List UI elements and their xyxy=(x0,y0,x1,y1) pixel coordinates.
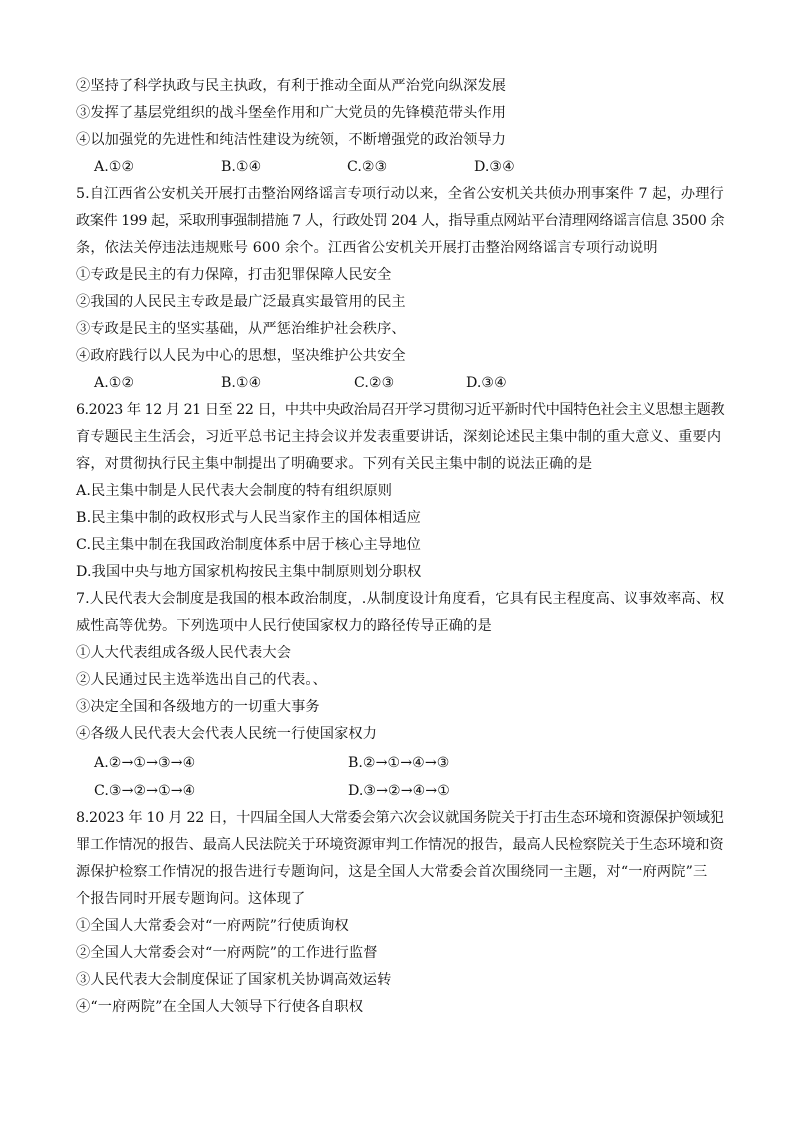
q8-stem-line-3: 源保护检察工作情况的报告进行专题询问，这是全国人大常委会首次围绕同一主题，对“一府两院”三 xyxy=(76,864,708,880)
q8-item-4: ④“一府两院”在全国人大领导下行使各自职权 xyxy=(76,999,364,1015)
q6-stem-line-2: 育专题民主生活会，习近平总书记主持会议并发表重要讲话，深刻论述民主集中制的重大意义、重要内 xyxy=(76,429,722,445)
q8-item-3: ③人民代表大会制度保证了国家机关协调高效运转 xyxy=(76,972,392,988)
q7-item-3: ③决定全国和各级地方的一切重大事务 xyxy=(76,699,320,715)
q4-options xyxy=(94,157,694,177)
q5-stem-line-3: 条，依法关停违法违规账号 600 余个。江西省公安机关开展打击整治网络谣言专项行动说明 xyxy=(76,240,658,256)
q7-stem-line-1: 7.人民代表大会制度是我国的根本政治制度，.从制度设计角度看，它具有民主程度高、议事效率高、权 xyxy=(76,591,725,607)
q8-item-2: ②全国人大常委会对“一府两院”的工作进行监督 xyxy=(76,945,378,961)
q5-option-b: B.①④ xyxy=(221,375,262,391)
q5-item-3: ③专政是民主的坚实基础，从严惩治维护社会秩序、 xyxy=(76,321,406,337)
q7-options-row-2 xyxy=(94,781,694,801)
q7-stem-line-2: 威性高等优势。下列选项中人民行使国家权力的路径传导正确的是 xyxy=(76,618,492,634)
q6-choice-b: B.民主集中制的政权形式与人民当家作主的国体相适应 xyxy=(76,510,421,526)
q7-option-d: D.③→②→④→① xyxy=(348,783,450,799)
q6-stem-line-1: 6.2023 年 12 月 21 日至 22 日，中共中央政治局召开学习贯彻习近平新时代中国特色社会主义思想主题教 xyxy=(76,402,725,418)
q5-option-c: C.②③ xyxy=(354,375,395,391)
q7-option-a: A.②→①→③→④ xyxy=(94,755,196,771)
q7-item-1: ①人大代表组成各级人民代表大会 xyxy=(76,645,292,661)
q6-choice-d: D.我国中央与地方国家机构按民主集中制原则划分职权 xyxy=(76,564,422,580)
q4-item-2: ②坚持了科学执政与民主执政，有利于推动全面从严治党向纵深发展 xyxy=(76,78,507,94)
q4-item-3: ③发挥了基层党组织的战斗堡垒作用和广大党员的先锋模范带头作用 xyxy=(76,105,507,121)
q5-options xyxy=(94,373,694,393)
q4-option-b: B.①④ xyxy=(221,159,262,175)
q5-stem-line-2: 政案件 199 起，采取刑事强制措施 7 人，行政处罚 204 人，指导重点网站平台清理网络谣言信息 3500 余 xyxy=(76,213,725,229)
q8-stem-line-1: 8.2023 年 10 月 22 日，十四届全国人大常委会第六次会议就国务院关于打击生态环境和资源保护领域犯 xyxy=(76,810,724,826)
q5-item-4: ④政府践行以人民为中心的思想，坚决维护公共安全 xyxy=(76,348,406,364)
q5-stem-line-1: 5.自江西省公安机关开展打击整治网络谣言专项行动以来，全省公安机关共侦办刑事案件 7 起，办理行 xyxy=(76,186,724,202)
q5-item-2: ②我国的人民民主专政是最广泛最真实最管用的民主 xyxy=(76,294,406,310)
q7-option-c: C.③→②→①→④ xyxy=(94,783,196,799)
q7-item-4: ④各级人民代表大会代表人民统一行使国家权力 xyxy=(76,726,378,742)
q4-option-a: A.①② xyxy=(94,159,135,175)
q4-item-4: ④以加强党的先进性和纯洁性建设为统领，不断增强党的政治领导力 xyxy=(76,132,507,148)
q5-option-d: D.③④ xyxy=(466,375,507,391)
q6-choice-c: C.民主集中制在我国政治制度体系中居于核心主导地位 xyxy=(76,537,421,553)
q6-stem-line-3: 容，对贯彻执行民主集中制提出了明确要求。下列有关民主集中制的说法正确的是 xyxy=(76,456,593,472)
q4-option-c: C.②③ xyxy=(347,159,388,175)
q4-option-d: D.③④ xyxy=(474,159,515,175)
q5-option-a: A.①② xyxy=(94,375,135,391)
q7-options-row-1 xyxy=(94,753,694,773)
q7-item-2: ②人民通过民主选举选出自己的代表。、 xyxy=(76,672,327,688)
q5-item-1: ①专政是民主的有力保障，打击犯罪保障人民安全 xyxy=(76,267,392,283)
q7-option-b: B.②→①→④→③ xyxy=(348,755,450,771)
q8-stem-line-4: 个报告同时开展专题询问。这体现了 xyxy=(76,891,306,907)
q6-choice-a: A.民主集中制是人民代表大会制度的特有组织原则 xyxy=(76,483,393,499)
q8-item-1: ①全国人大常委会对“一府两院”行使质询权 xyxy=(76,918,349,934)
q8-stem-line-2: 罪工作情况的报告、最高人民法院关于环境资源审判工作情况的报告，最高人民检察院关于生态环境和资 xyxy=(76,837,724,853)
